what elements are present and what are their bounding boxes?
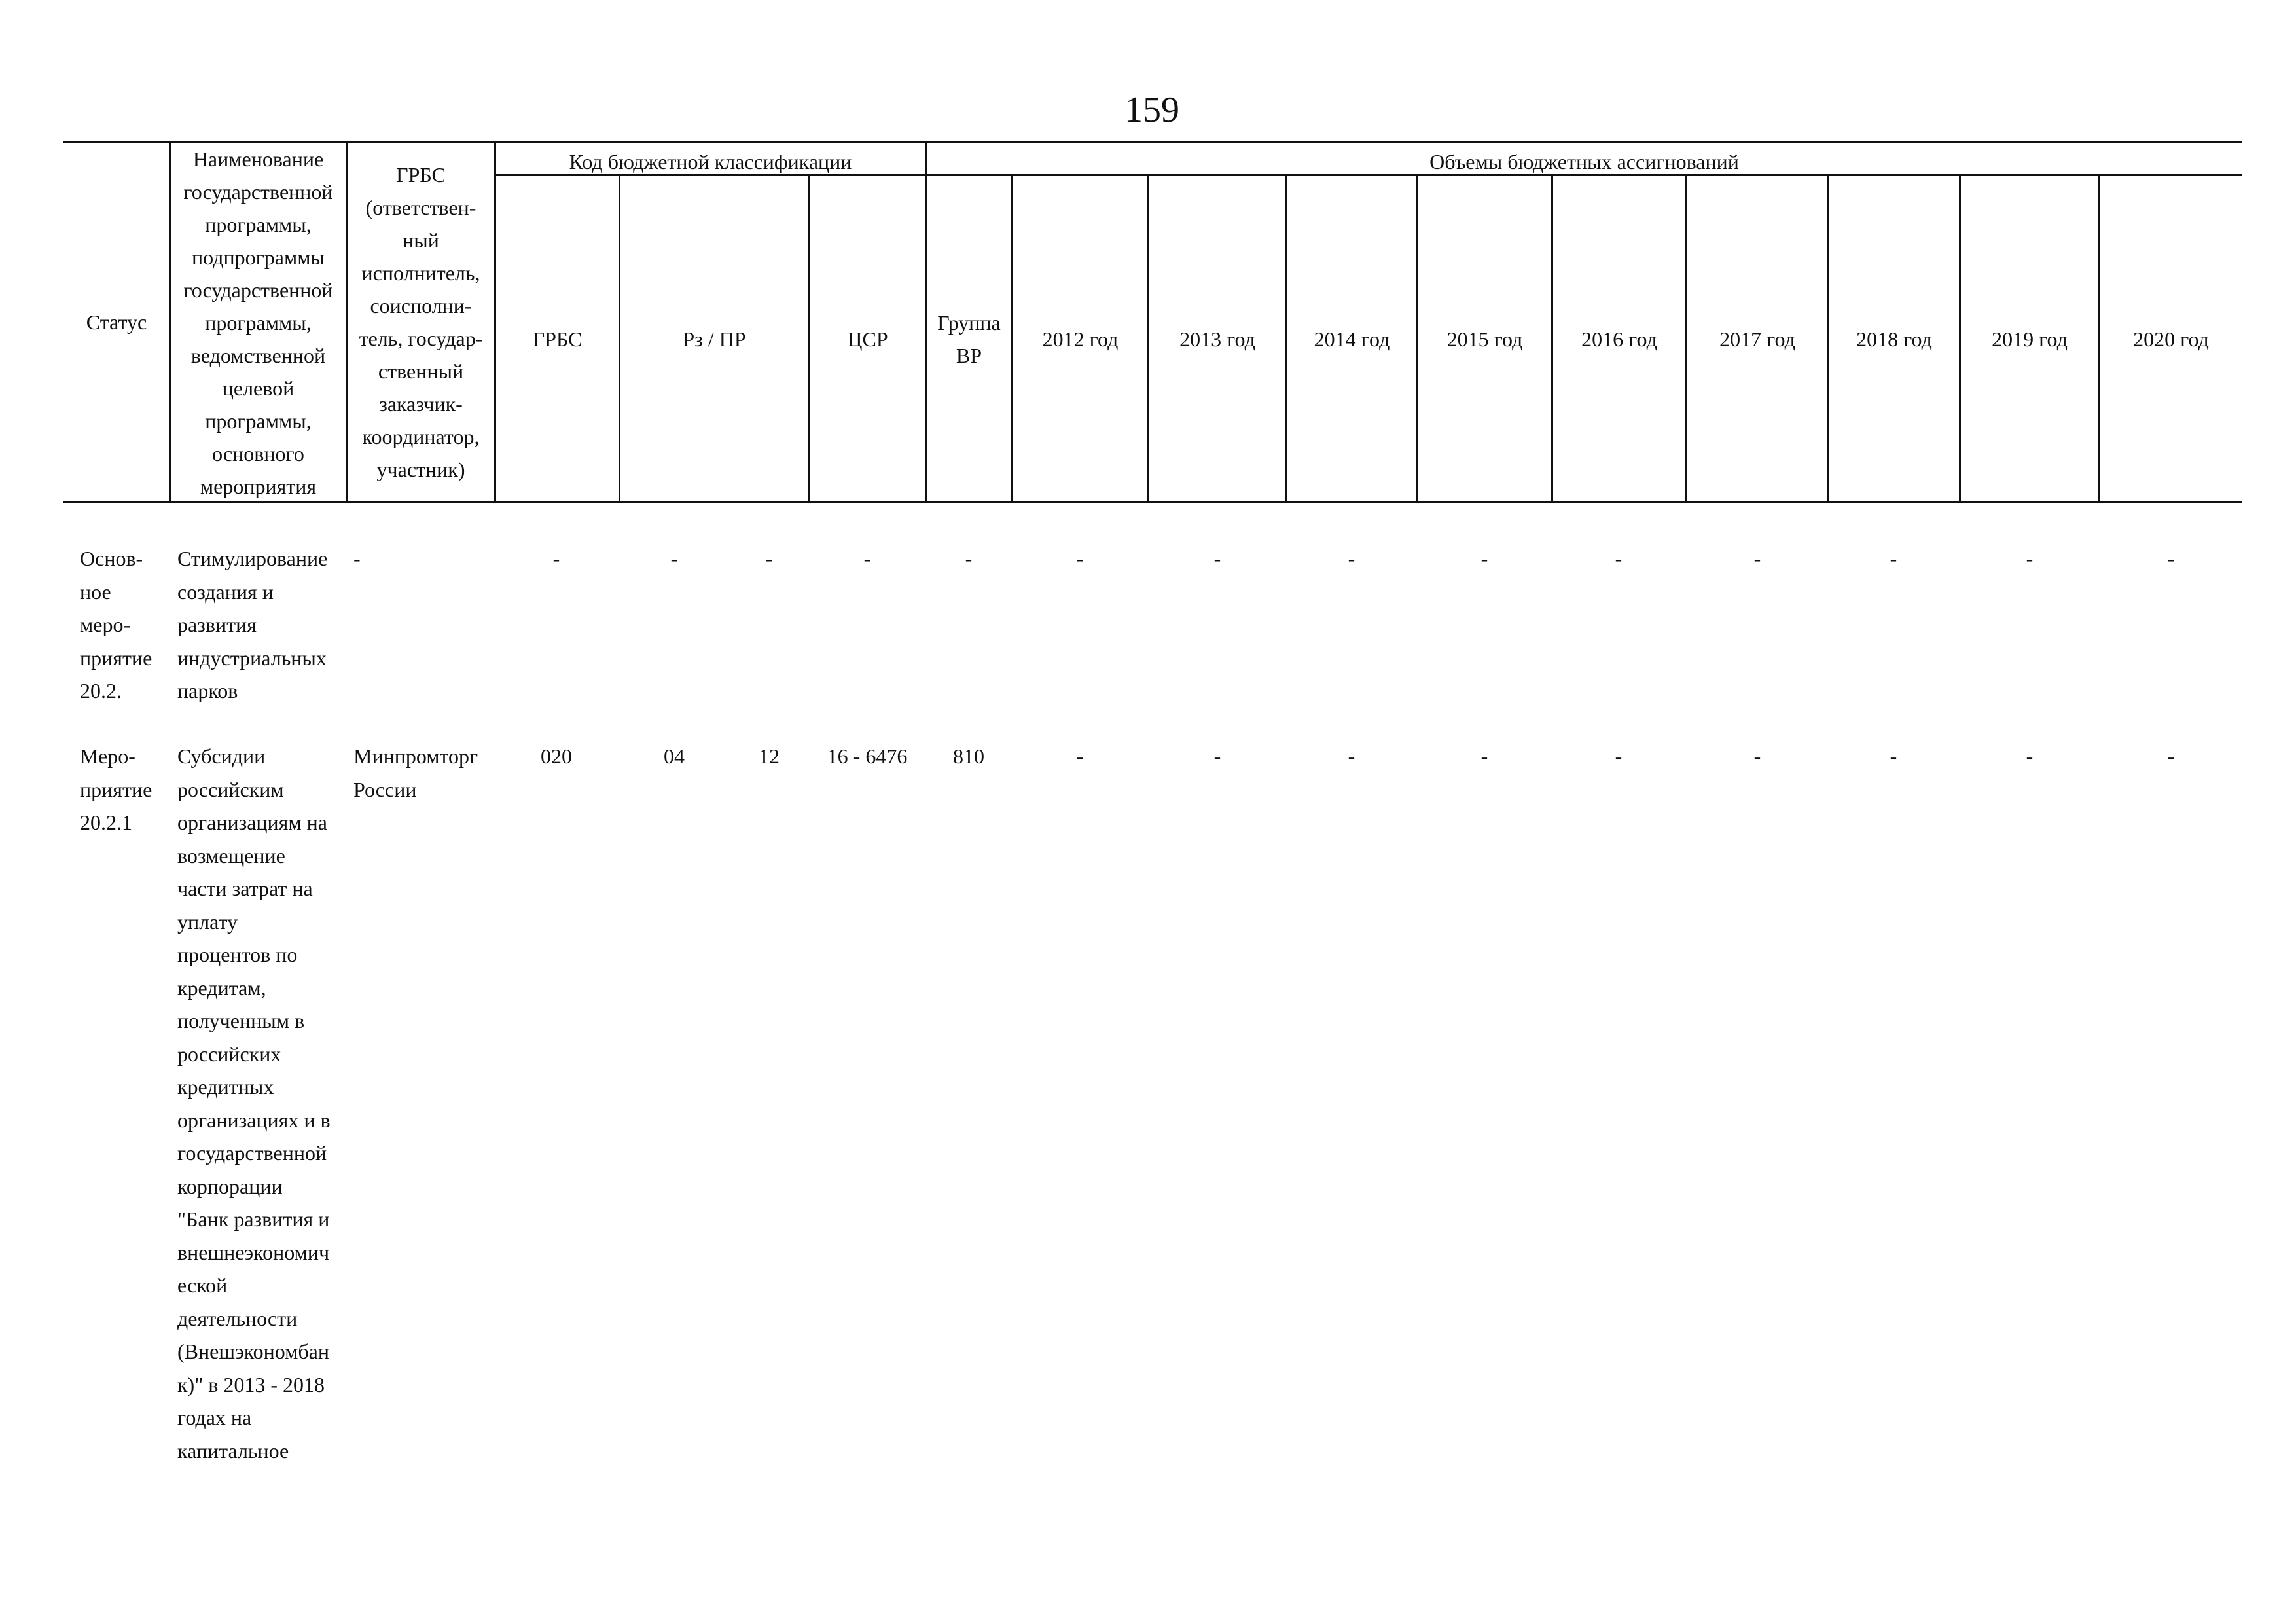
page-number: 159 xyxy=(1124,90,1179,130)
row-year-value: - xyxy=(1615,744,1623,768)
row-grbs-responsible: - xyxy=(353,547,361,570)
row-year-value: - xyxy=(1480,547,1488,570)
row-vr: 810 xyxy=(953,744,984,768)
row-year-value: - xyxy=(1348,547,1355,570)
row-year-value: - xyxy=(1076,547,1084,570)
row-csr: - xyxy=(863,547,871,570)
header-code-csr: ЦСР xyxy=(847,327,888,351)
header-year-2017: 2017 год xyxy=(1719,327,1795,351)
header-year-2016: 2016 год xyxy=(1581,327,1657,351)
header-year-2012: 2012 год xyxy=(1042,327,1119,351)
header-year-2013: 2013 год xyxy=(1179,327,1255,351)
row-year-value: - xyxy=(1213,547,1221,570)
row-year-value: - xyxy=(2167,547,2175,570)
header-year-2014: 2014 год xyxy=(1314,327,1390,351)
header-year-2018: 2018 год xyxy=(1856,327,1932,351)
row-status: Основ- ное меро- приятие 20.2. xyxy=(80,547,152,702)
row-year-value: - xyxy=(1348,744,1355,768)
header-grbs-responsible: ГРБС (ответствен- ный исполнитель, соисполни- тель, государ- ственный заказчик- координатор, участник) xyxy=(359,163,483,481)
row-year-value: - xyxy=(1076,744,1084,768)
header-name: Наименование государственной программы, подпрограммы государственной программы, ведомственной целевой программы, основного мероприятия xyxy=(183,147,333,498)
row-year-value: - xyxy=(1615,547,1623,570)
header-code-vr: Группа ВР xyxy=(937,310,1001,367)
row-grbs-responsible: Минпромторг России xyxy=(353,744,478,801)
row-grbs: - xyxy=(552,547,560,570)
header-budget-code-group: Код бюджетной классификации xyxy=(569,150,852,173)
header-year-2020: 2020 год xyxy=(2133,327,2209,351)
row-grbs: 020 xyxy=(541,744,572,768)
row-pr: 12 xyxy=(759,744,780,768)
row-year-value: - xyxy=(1753,547,1761,570)
row-year-value: - xyxy=(2167,744,2175,768)
row-name: Стимулирование создания и развития индустриальных парков xyxy=(177,547,328,702)
row-vr: - xyxy=(965,547,973,570)
row-year-value: - xyxy=(1753,744,1761,768)
row-pr: - xyxy=(765,547,773,570)
header-code-rz-pr: Рз / ПР xyxy=(683,327,746,351)
row-name: Субсидии российским организациям на возмещение части затрат на уплату процентов по кредитам, полученным в российских кредитных организациях и в государственной корпорации "Банк развития и внешнеэкономич еской деятельности (Внешэкономбан к)" в 2013 - 2018 годах на капитальное xyxy=(177,744,331,1463)
row-year-value: - xyxy=(1890,547,1897,570)
row-csr: 16 - 6476 xyxy=(827,744,908,768)
table-header-bottom-rule xyxy=(63,501,2242,503)
row-year-value: - xyxy=(2026,744,2034,768)
header-code-grbs: ГРБС xyxy=(532,327,583,351)
row-year-value: - xyxy=(1890,744,1897,768)
header-budget-volume-group: Объемы бюджетных ассигнований xyxy=(1429,150,1739,173)
row-year-value: - xyxy=(2026,547,2034,570)
header-year-2015: 2015 год xyxy=(1446,327,1523,351)
header-status: Статус xyxy=(86,310,147,334)
row-status: Меро- приятие 20.2.1 xyxy=(80,744,152,834)
row-year-value: - xyxy=(1213,744,1221,768)
header-year-2019: 2019 год xyxy=(1992,327,2068,351)
row-rz: - xyxy=(670,547,678,570)
row-year-value: - xyxy=(1480,744,1488,768)
row-rz: 04 xyxy=(664,744,685,768)
